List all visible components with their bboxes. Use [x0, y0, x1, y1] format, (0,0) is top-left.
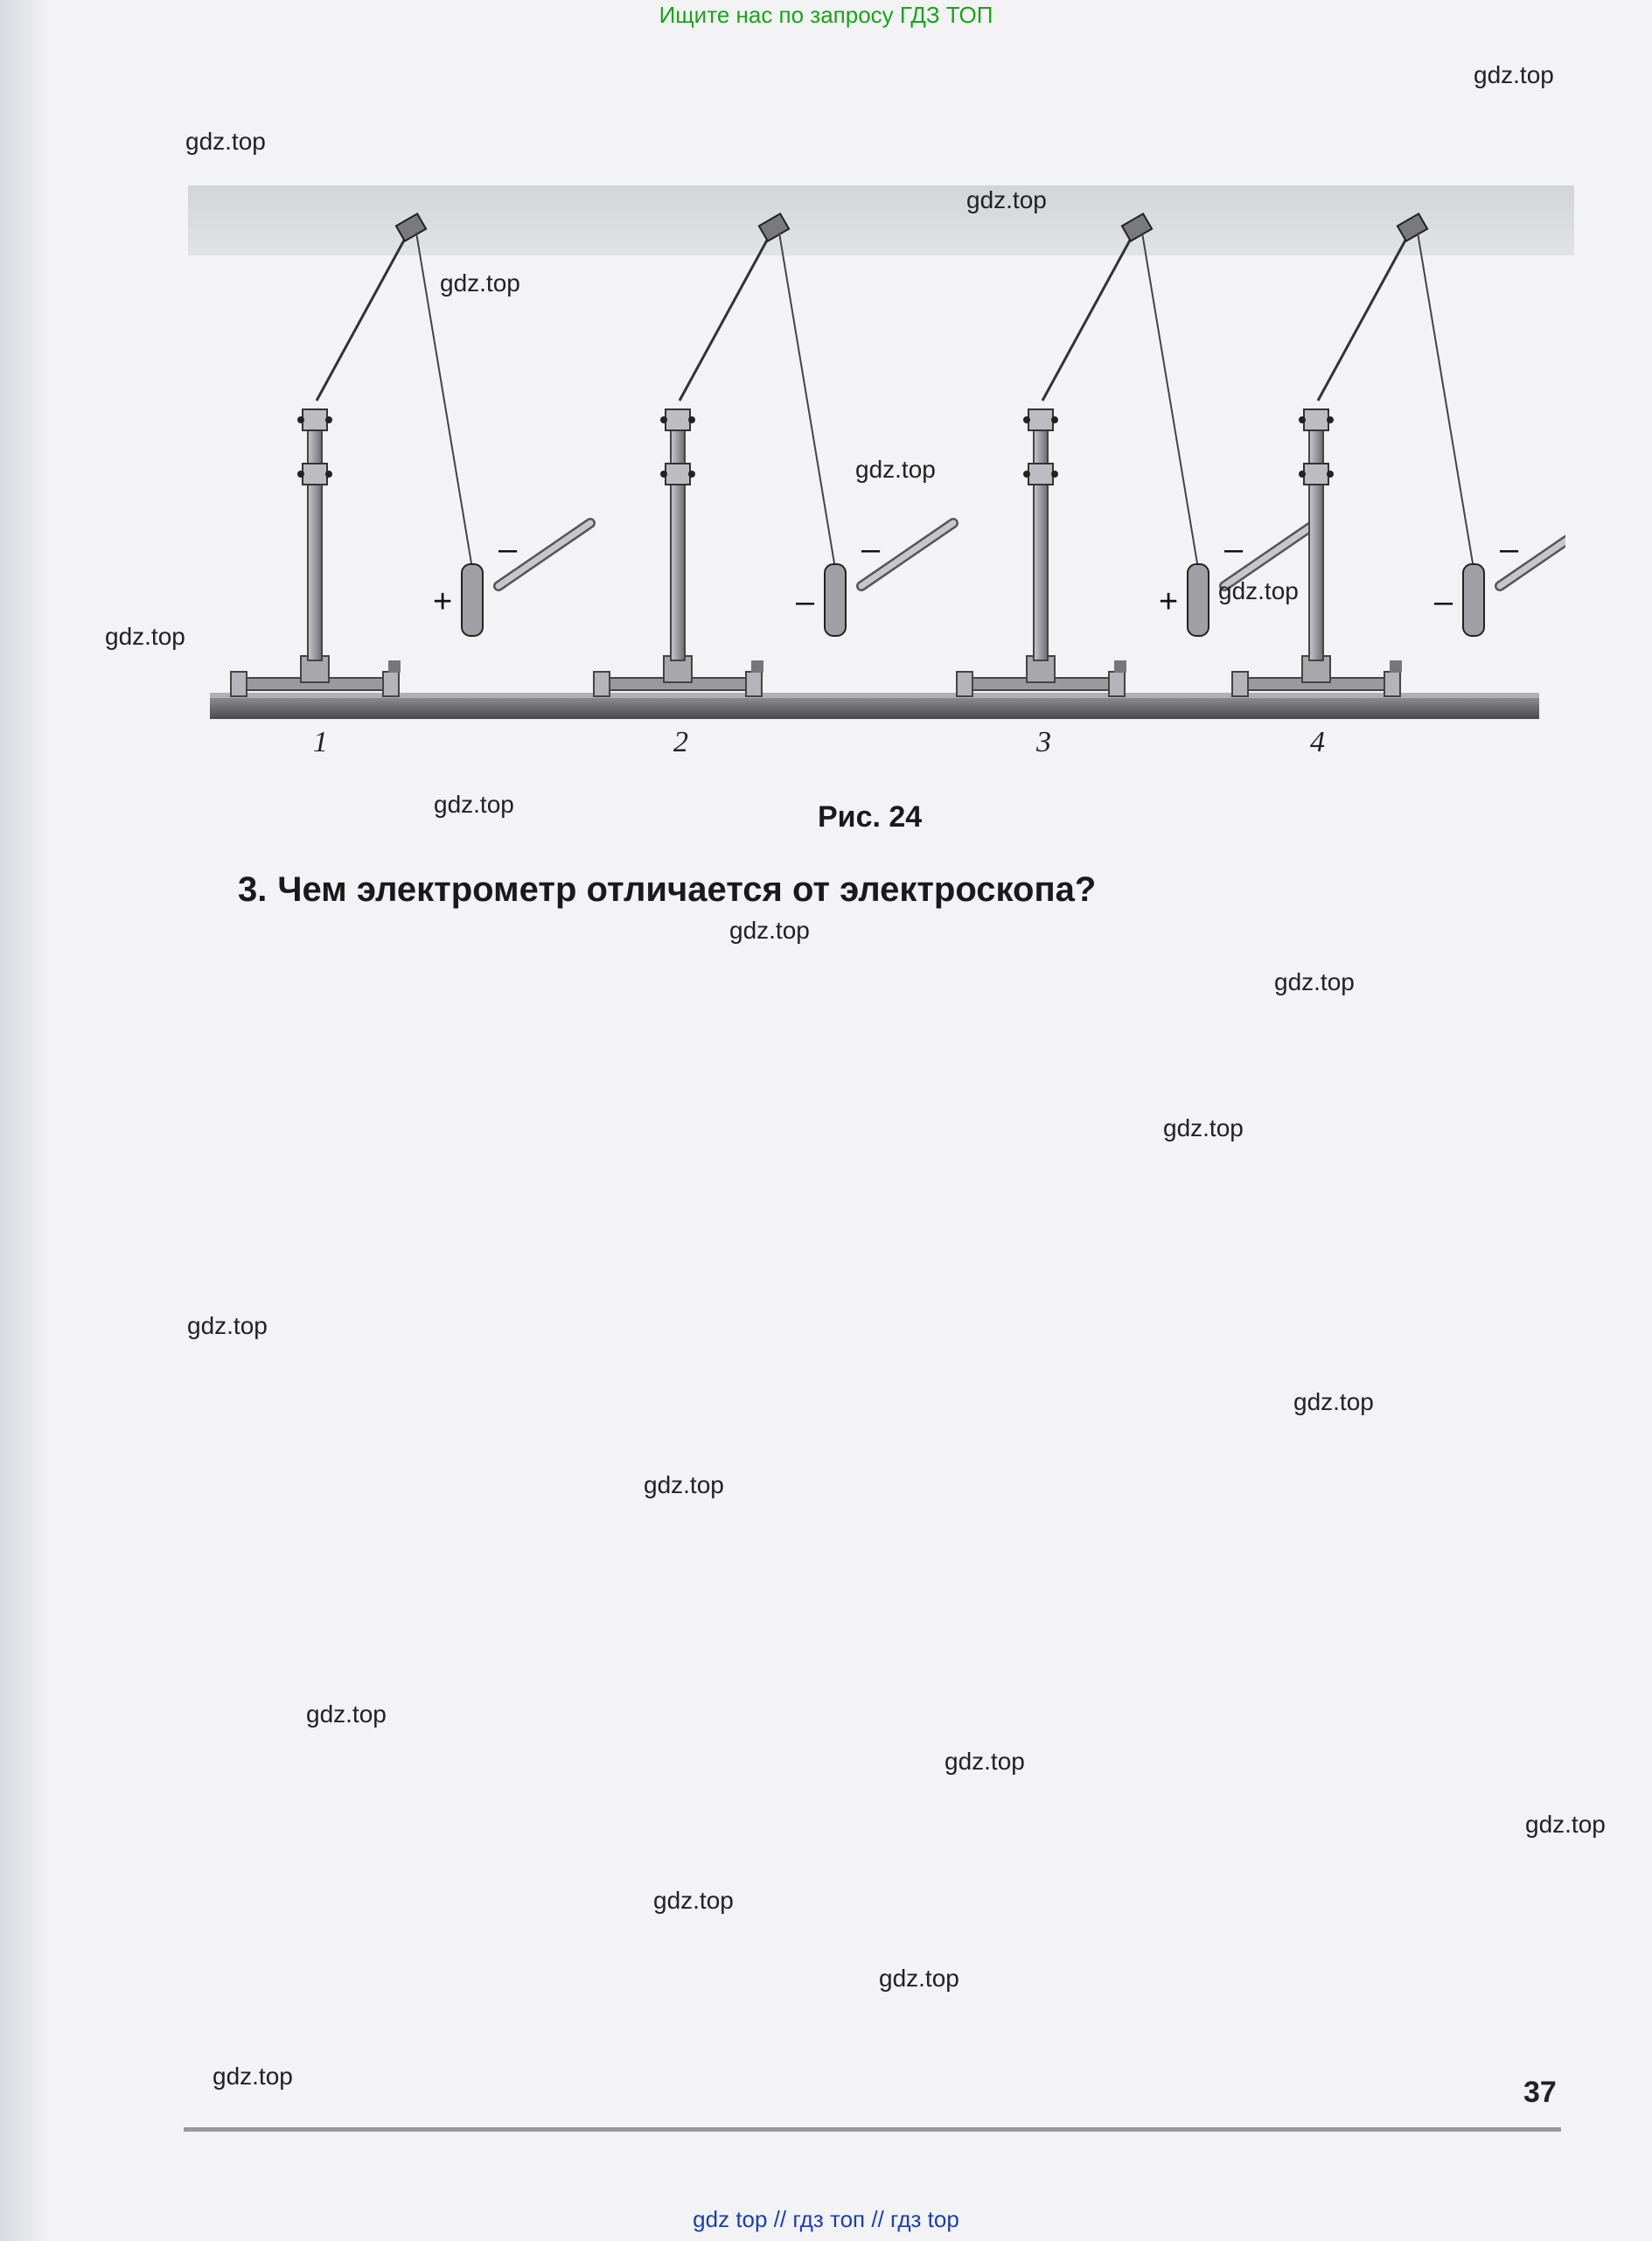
watermark: gdz.top: [644, 1471, 724, 1498]
stand-clamp: [1304, 409, 1328, 430]
watermark: gdz.top: [653, 1887, 734, 1914]
stand-screw: [388, 660, 401, 673]
clamp-knob: [297, 416, 304, 423]
clamp-knob: [1299, 471, 1306, 478]
stand-clamp: [1304, 464, 1328, 485]
charge-sign: +: [433, 583, 453, 620]
page-number: 37: [1523, 2076, 1557, 2109]
stand-number-4: 4: [1310, 726, 1325, 758]
table-surface: [210, 698, 1539, 719]
watermark: gdz.top: [855, 456, 936, 483]
stand-clamp: [303, 409, 327, 430]
stand-pole: [308, 411, 322, 660]
stand-screw: [1114, 660, 1126, 673]
watermark: gdz.top: [1218, 577, 1299, 604]
stand-foot: [957, 672, 972, 696]
clamp-knob: [688, 416, 695, 423]
clamp-knob: [1023, 416, 1030, 423]
footer-links[interactable]: gdz top // гдз топ // гдз top: [693, 2206, 959, 2232]
watermark: gdz.top: [306, 1700, 387, 1728]
arm-holder: [1122, 213, 1152, 241]
watermark: gdz.top: [105, 623, 185, 650]
figure-caption: Рис. 24: [818, 800, 923, 834]
bottom-rule: [184, 2127, 1561, 2132]
question-3: [238, 870, 1096, 910]
stand-foot: [383, 672, 399, 696]
stand-clamp: [1028, 464, 1053, 485]
watermark: gdz.top: [187, 1312, 268, 1339]
stand-number-1: 1: [313, 726, 328, 758]
rod-sign: –: [1224, 531, 1244, 568]
watermark: gdz.top: [434, 791, 514, 818]
stand-clamp: [666, 464, 690, 485]
watermark: gdz.top: [213, 2063, 293, 2090]
pendulum-sleeve: [1463, 564, 1484, 636]
stand-arm: [1042, 227, 1137, 401]
stand-pole: [1309, 411, 1323, 660]
pendulum-thread: [1142, 233, 1198, 569]
rod-sign: –: [1500, 531, 1519, 568]
clamp-knob: [297, 471, 304, 478]
stand-arm: [317, 227, 411, 401]
question-text: Чем электрометр отличается от электроскопа?: [277, 870, 1097, 909]
arm-holder: [1398, 213, 1427, 241]
stand-clamp: [666, 409, 690, 430]
stand-pole: [671, 411, 685, 660]
clamp-knob: [1299, 416, 1306, 423]
watermark: gdz.top: [966, 186, 1047, 213]
pendulum-thread: [779, 233, 835, 569]
clamp-knob: [688, 471, 695, 478]
pendulum-thread: [1418, 233, 1474, 569]
clamp-knob: [1327, 471, 1334, 478]
clamp-knob: [1327, 416, 1334, 423]
stand-pole: [1034, 411, 1048, 660]
clamp-knob: [1051, 471, 1058, 478]
question-number: 3.: [238, 870, 268, 909]
watermark: gdz.top: [1274, 968, 1355, 995]
watermark: gdz.top: [879, 1965, 959, 1992]
watermark: gdz.top: [729, 917, 810, 944]
stand-foot: [1232, 672, 1248, 696]
charge-sign: –: [1434, 583, 1453, 620]
watermark: gdz.top: [944, 1748, 1025, 1775]
stand-foot: [1384, 672, 1400, 696]
stand-number-3: 3: [1036, 726, 1051, 758]
watermark: gdz.top: [1163, 1114, 1244, 1141]
clamp-knob: [325, 471, 332, 478]
rod-sign: –: [861, 531, 881, 568]
clamp-knob: [660, 416, 667, 423]
stand-foot: [594, 672, 610, 696]
charge-sign: +: [1159, 583, 1179, 620]
header-link[interactable]: Ищите нас по запросу ГДЗ ТОП: [659, 2, 993, 28]
stand-arm: [680, 227, 774, 401]
figure-24: [201, 201, 1565, 813]
watermark: gdz.top: [440, 269, 520, 297]
watermark: gdz.top: [1293, 1388, 1374, 1415]
stand-arm: [1318, 227, 1412, 401]
pendulum-sleeve: [825, 564, 846, 636]
stand-clamp: [1028, 409, 1053, 430]
pendulum-sleeve: [1188, 564, 1209, 636]
clamp-knob: [660, 471, 667, 478]
page-binding-shadow: [0, 0, 52, 2241]
charge-sign: –: [796, 583, 815, 620]
clamp-knob: [1023, 471, 1030, 478]
stand-foot: [1109, 672, 1125, 696]
stand-number-2: 2: [673, 726, 688, 758]
stand-foot: [231, 672, 247, 696]
pendulum-sleeve: [462, 564, 483, 636]
stand-clamp: [303, 464, 327, 485]
stand-foot: [746, 672, 762, 696]
arm-holder: [759, 213, 789, 241]
watermark: gdz.top: [1474, 61, 1554, 88]
stand-screw: [751, 660, 763, 673]
rod-sign: –: [498, 531, 518, 568]
arm-holder: [396, 213, 426, 241]
clamp-knob: [1051, 416, 1058, 423]
watermark: gdz.top: [185, 128, 266, 155]
electroscope-figure-svg: [201, 201, 1565, 813]
clamp-knob: [325, 416, 332, 423]
stand-screw: [1390, 660, 1402, 673]
watermark: gdz.top: [1525, 1811, 1606, 1838]
